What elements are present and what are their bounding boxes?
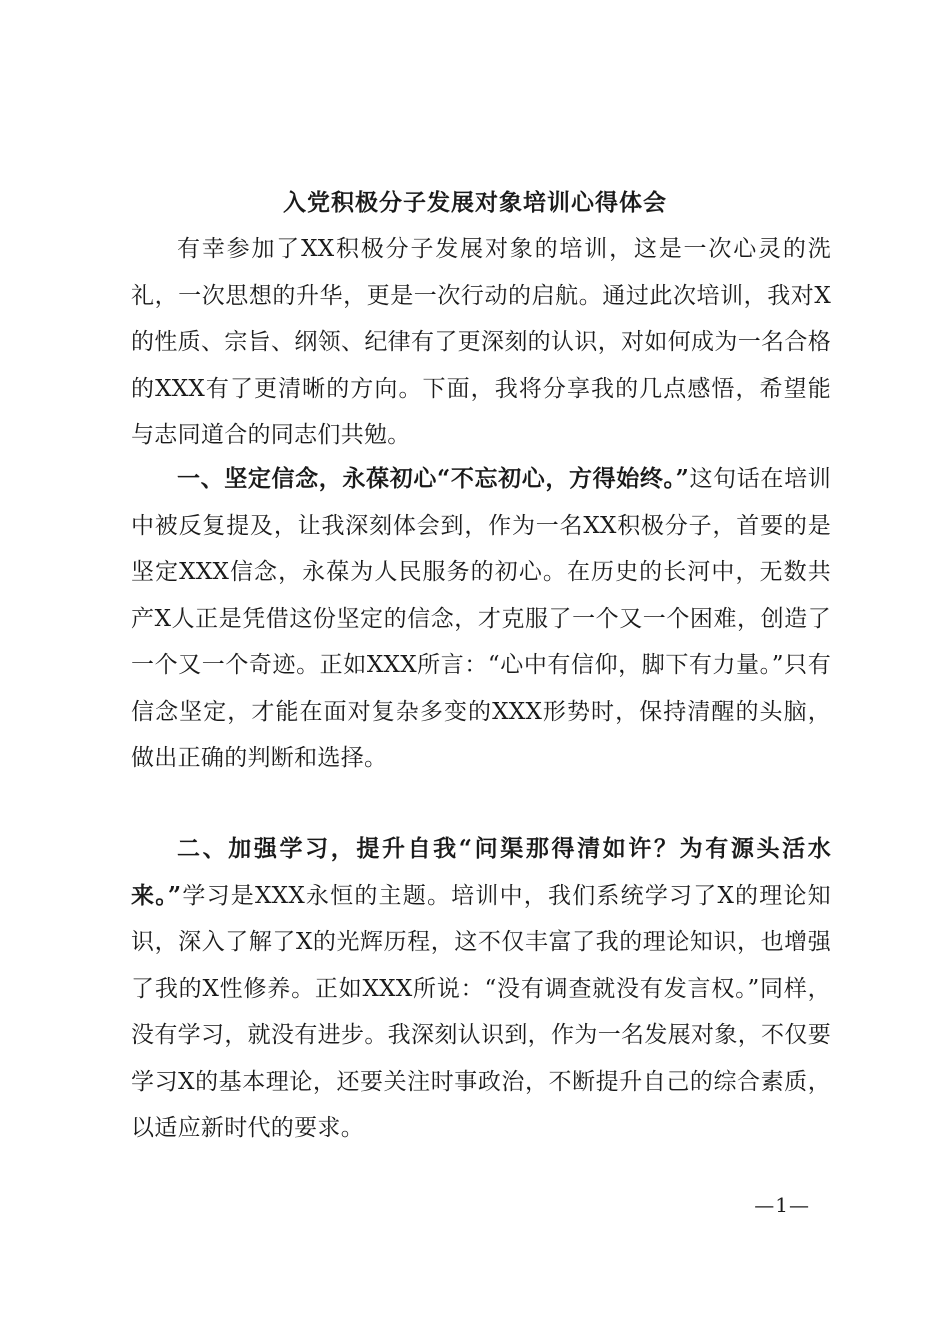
paragraph-intro [131,226,831,459]
paragraph-body: 学习是XXX永恒的主题。培训中，我们系统学习了X的理论知识，深入了解了X的光辉历程，这不仅丰富了我的理论知识，也增强了我的X性修养。正如XXX所说：“没有调查就没有发言权。”同样，没有学习，就没有进步。我深刻认识到，作为一名发展对象，不仅要学习X的基本理论，还要关注时事政治，不断提升自己的综合素质，以适应新时代的要求。 [131,882,831,1141]
section-heading: 二、加强学习，提升自我“问渠那得清如许？为有源头活水来。” [131,835,831,909]
paragraph-body: 有幸参加了XX积极分子发展对象的培训，这是一次心灵的洗礼，一次思想的升华，更是一次行动的启航。通过此次培训，我对X的性质、宗旨、纲领、纪律有了更深刻的认识，对如何成为一名合格的XXX有了更清晰的方向。下面，我将分享我的几点感悟，希望能与志同道合的同志们共勉。 [131,236,831,448]
paragraph-section-2 [131,826,831,1152]
paragraph-section-1 [131,456,831,782]
document-title: 入党积极分子发展对象培训心得体会 [283,189,667,216]
section-heading: 一、坚定信念，永葆初心“不忘初心，方得始终。” [177,465,690,492]
page-number: —1— [754,1193,810,1217]
paragraph-body: 这句话在培训中被反复提及，让我深刻体会到，作为一名XX积极分子，首要的是坚定XXX信念，永葆为人民服务的初心。在历史的长河中，无数共产X人正是凭借这份坚定的信念，才克服了一个又一个困难，创造了一个又一个奇迹。正如XXX所言：“心中有信仰，脚下有力量。”只有信念坚定，才能在面对复杂多变的XXX形势时，保持清醒的头脑，做出正确的判断和选择。 [131,466,832,771]
